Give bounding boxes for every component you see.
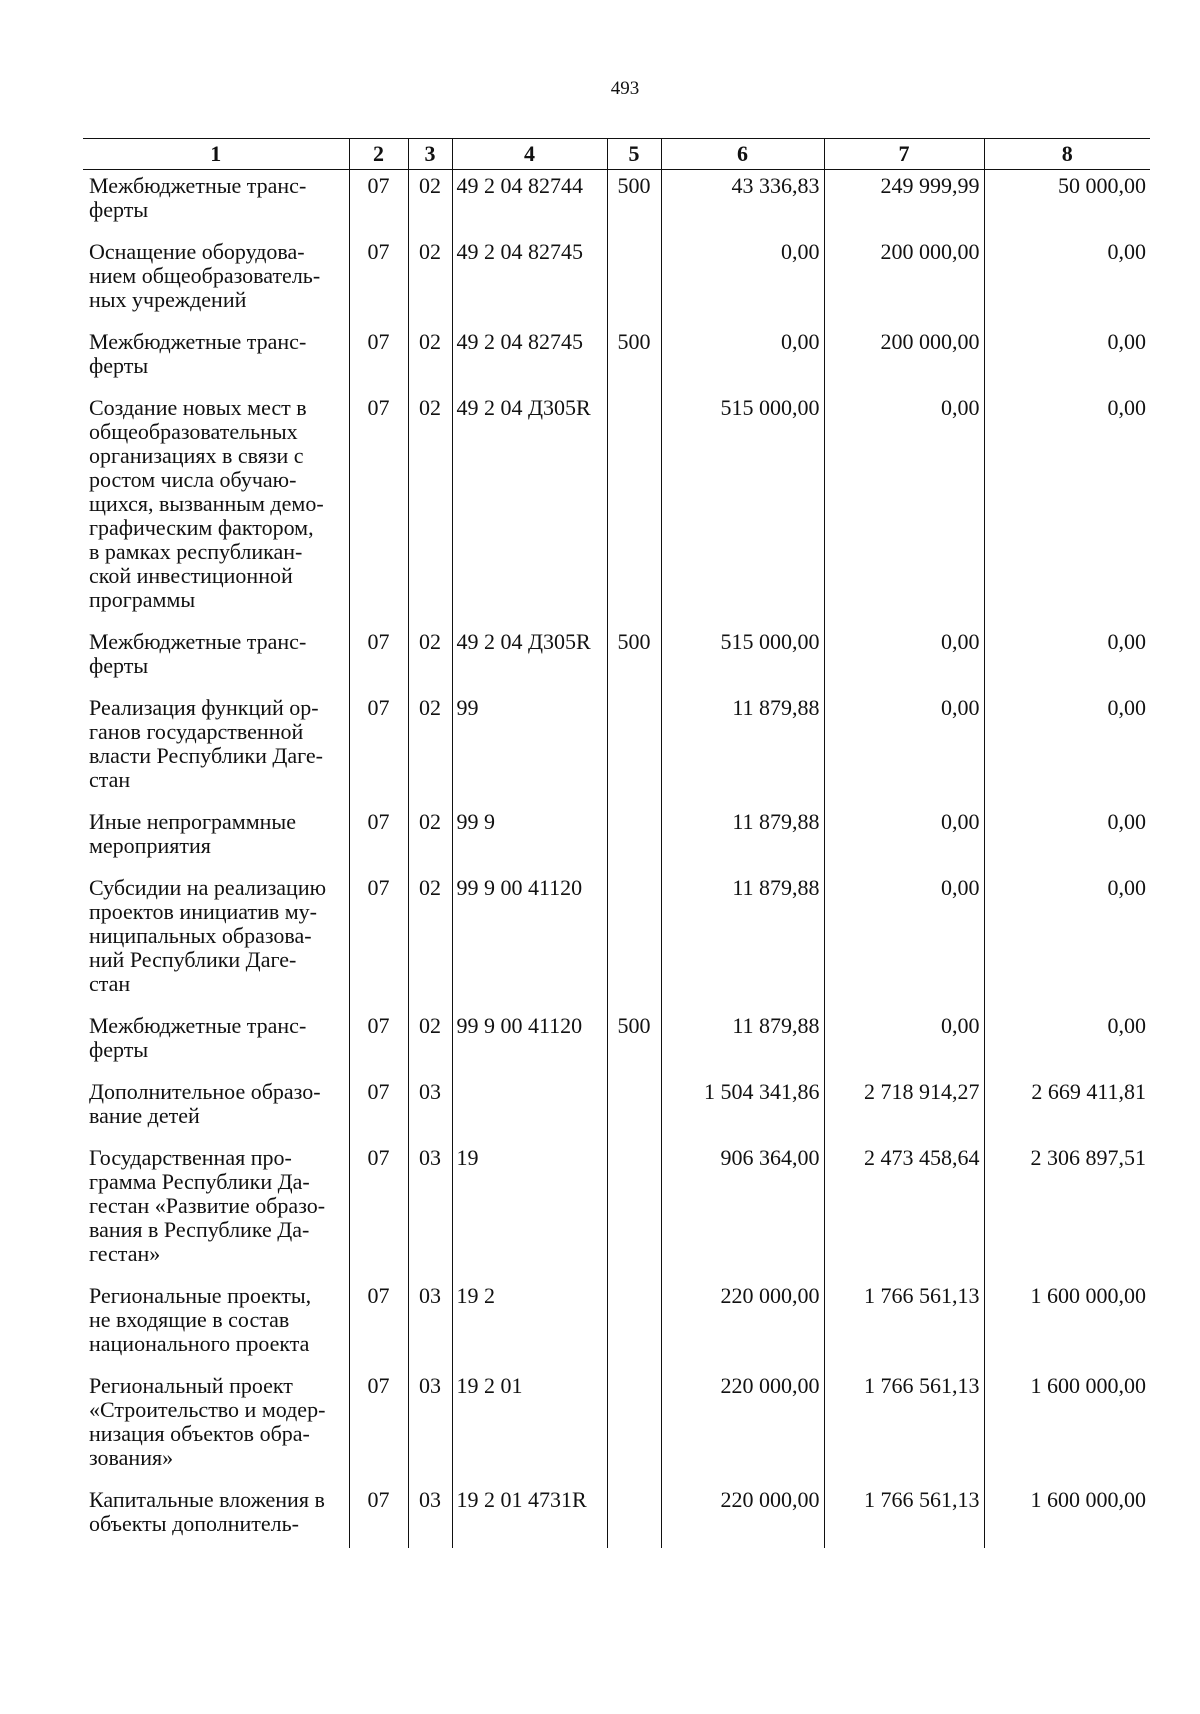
table-row <box>83 806 1150 872</box>
amount-col7-cell: 1 766 561,13 <box>824 1370 984 1484</box>
section-code-cell: 07 <box>349 692 408 806</box>
expense-type-cell <box>607 1370 661 1484</box>
subsection-code-cell: 02 <box>408 326 452 392</box>
amount-col7-cell: 0,00 <box>824 392 984 626</box>
amount-col6-cell: 0,00 <box>661 326 824 392</box>
amount-col7-cell: 200 000,00 <box>824 236 984 326</box>
table-row <box>83 326 1150 392</box>
table-row <box>83 170 1150 237</box>
amount-col7-cell: 0,00 <box>824 806 984 872</box>
table-row <box>83 392 1150 626</box>
target-code-cell: 99 <box>452 692 607 806</box>
amount-col6-cell: 220 000,00 <box>661 1484 824 1548</box>
amount-col6-cell: 11 879,88 <box>661 1010 824 1076</box>
subsection-code-cell: 02 <box>408 626 452 692</box>
row-name-cell: Оснащение оборудова- нием общеобразователь- ных учреждений <box>89 239 321 312</box>
amount-col7-cell: 249 999,99 <box>824 170 984 237</box>
table-row <box>83 1370 1150 1484</box>
header-cell: 8 <box>984 139 1150 170</box>
target-code-cell: 49 2 04 82745 <box>452 236 607 326</box>
expense-type-cell: 500 <box>607 1010 661 1076</box>
amount-col7-cell: 0,00 <box>824 626 984 692</box>
header-cell: 2 <box>349 139 408 170</box>
page-number: 493 <box>610 78 640 99</box>
expense-type-cell: 500 <box>607 326 661 392</box>
section-code-cell: 07 <box>349 806 408 872</box>
table-row <box>83 1280 1150 1370</box>
subsection-code-cell: 03 <box>408 1076 452 1142</box>
amount-col6-cell: 906 364,00 <box>661 1142 824 1280</box>
target-code-cell: 19 <box>452 1142 607 1280</box>
row-name-cell: Создание новых мест в общеобразовательных организациях в связи с ростом числа обучаю- щихся, вызванным демо- графическим фактором, в рамках республикан- ской инвестиционной программы <box>89 395 324 612</box>
row-name-cell: Дополнительное образо- вание детей <box>89 1079 321 1128</box>
subsection-code-cell: 03 <box>408 1280 452 1370</box>
table-row <box>83 872 1150 1010</box>
target-code-cell <box>452 1076 607 1142</box>
expense-type-cell <box>607 392 661 626</box>
subsection-code-cell: 03 <box>408 1484 452 1548</box>
target-code-cell: 19 2 01 4731R <box>452 1484 607 1548</box>
header-cell: 5 <box>607 139 661 170</box>
row-name-cell: Региональные проекты, не входящие в состав национального проекта <box>89 1283 312 1356</box>
amount-col7-cell: 2 718 914,27 <box>824 1076 984 1142</box>
section-code-cell: 07 <box>349 1142 408 1280</box>
amount-col6-cell: 43 336,83 <box>661 170 824 237</box>
expense-type-cell <box>607 1280 661 1370</box>
target-code-cell: 99 9 00 41120 <box>452 1010 607 1076</box>
amount-col8-cell: 0,00 <box>984 626 1150 692</box>
expense-type-cell <box>607 236 661 326</box>
amount-col8-cell: 2 306 897,51 <box>984 1142 1150 1280</box>
subsection-code-cell: 02 <box>408 236 452 326</box>
amount-col6-cell: 0,00 <box>661 236 824 326</box>
row-name-cell: Межбюджетные транс- ферты <box>89 329 307 378</box>
amount-col8-cell: 0,00 <box>984 1010 1150 1076</box>
target-code-cell: 49 2 04 82745 <box>452 326 607 392</box>
amount-col8-cell: 1 600 000,00 <box>984 1280 1150 1370</box>
expense-type-cell <box>607 872 661 1010</box>
expense-type-cell <box>607 1076 661 1142</box>
expense-type-cell <box>607 1484 661 1548</box>
amount-col8-cell: 0,00 <box>984 806 1150 872</box>
section-code-cell: 07 <box>349 392 408 626</box>
section-code-cell: 07 <box>349 1010 408 1076</box>
row-name-cell: Региональный проект «Строительство и модер- низация объектов обра- зования» <box>89 1373 326 1470</box>
amount-col8-cell: 0,00 <box>984 326 1150 392</box>
amount-col8-cell: 2 669 411,81 <box>984 1076 1150 1142</box>
amount-col6-cell: 11 879,88 <box>661 692 824 806</box>
budget-table <box>83 138 1150 1548</box>
amount-col6-cell: 11 879,88 <box>661 872 824 1010</box>
amount-col7-cell: 0,00 <box>824 1010 984 1076</box>
target-code-cell: 49 2 04 82744 <box>452 170 607 237</box>
subsection-code-cell: 02 <box>408 170 452 237</box>
amount-col8-cell: 0,00 <box>984 392 1150 626</box>
amount-col8-cell: 0,00 <box>984 692 1150 806</box>
amount-col7-cell: 0,00 <box>824 692 984 806</box>
amount-col7-cell: 0,00 <box>824 872 984 1010</box>
amount-col8-cell: 0,00 <box>984 872 1150 1010</box>
amount-col8-cell: 1 600 000,00 <box>984 1370 1150 1484</box>
amount-col6-cell: 11 879,88 <box>661 806 824 872</box>
expense-type-cell: 500 <box>607 626 661 692</box>
target-code-cell: 49 2 04 Д305R <box>452 626 607 692</box>
row-name-cell: Реализация функций ор- ганов государственной власти Республики Даге- стан <box>89 695 323 792</box>
section-code-cell: 07 <box>349 626 408 692</box>
table-row <box>83 626 1150 692</box>
target-code-cell: 49 2 04 Д305R <box>452 392 607 626</box>
row-name-cell: Капитальные вложения в объекты дополнитель- <box>89 1487 325 1536</box>
amount-col6-cell: 1 504 341,86 <box>661 1076 824 1142</box>
table-row <box>83 1484 1150 1548</box>
target-code-cell: 99 9 <box>452 806 607 872</box>
subsection-code-cell: 03 <box>408 1142 452 1280</box>
expense-type-cell <box>607 1142 661 1280</box>
amount-col7-cell: 1 766 561,13 <box>824 1484 984 1548</box>
expense-type-cell <box>607 806 661 872</box>
amount-col6-cell: 220 000,00 <box>661 1280 824 1370</box>
amount-col7-cell: 200 000,00 <box>824 326 984 392</box>
row-name-cell: Субсидии на реализацию проектов инициатив му- ниципальных образова- ний Республики Даге- стан <box>89 875 327 996</box>
section-code-cell: 07 <box>349 1076 408 1142</box>
section-code-cell: 07 <box>349 326 408 392</box>
row-name-cell: Государственная про- грамма Республики Да- гестан «Развитие образо- вания в Республике Да- гестан» <box>89 1145 326 1266</box>
amount-col7-cell: 2 473 458,64 <box>824 1142 984 1280</box>
amount-col7-cell: 1 766 561,13 <box>824 1280 984 1370</box>
header-cell: 6 <box>661 139 824 170</box>
section-code-cell: 07 <box>349 236 408 326</box>
section-code-cell: 07 <box>349 1484 408 1548</box>
expense-type-cell: 500 <box>607 170 661 237</box>
subsection-code-cell: 03 <box>408 1370 452 1484</box>
target-code-cell: 19 2 <box>452 1280 607 1370</box>
section-code-cell: 07 <box>349 170 408 237</box>
header-cell: 3 <box>408 139 452 170</box>
header-row <box>83 139 1150 170</box>
row-name-cell: Межбюджетные транс- ферты <box>89 629 307 678</box>
subsection-code-cell: 02 <box>408 392 452 626</box>
subsection-code-cell: 02 <box>408 806 452 872</box>
subsection-code-cell: 02 <box>408 872 452 1010</box>
table-row <box>83 1010 1150 1076</box>
section-code-cell: 07 <box>349 872 408 1010</box>
row-name-cell: Межбюджетные транс- ферты <box>89 173 307 222</box>
amount-col8-cell: 1 600 000,00 <box>984 1484 1150 1548</box>
header-cell: 4 <box>452 139 607 170</box>
amount-col8-cell: 50 000,00 <box>984 170 1150 237</box>
amount-col6-cell: 220 000,00 <box>661 1370 824 1484</box>
target-code-cell: 99 9 00 41120 <box>452 872 607 1010</box>
target-code-cell: 19 2 01 <box>452 1370 607 1484</box>
section-code-cell: 07 <box>349 1280 408 1370</box>
amount-col6-cell: 515 000,00 <box>661 626 824 692</box>
table-body <box>83 170 1150 1549</box>
table-row <box>83 1076 1150 1142</box>
row-name-cell: Иные непрограммные мероприятия <box>89 809 296 858</box>
amount-col6-cell: 515 000,00 <box>661 392 824 626</box>
amount-col8-cell: 0,00 <box>984 236 1150 326</box>
header-cell: 7 <box>824 139 984 170</box>
header-cell: 1 <box>83 139 349 170</box>
section-code-cell: 07 <box>349 1370 408 1484</box>
table-row <box>83 236 1150 326</box>
subsection-code-cell: 02 <box>408 1010 452 1076</box>
table-row <box>83 1142 1150 1280</box>
row-name-cell: Межбюджетные транс- ферты <box>89 1013 307 1062</box>
expense-type-cell <box>607 692 661 806</box>
subsection-code-cell: 02 <box>408 692 452 806</box>
table-row <box>83 692 1150 806</box>
